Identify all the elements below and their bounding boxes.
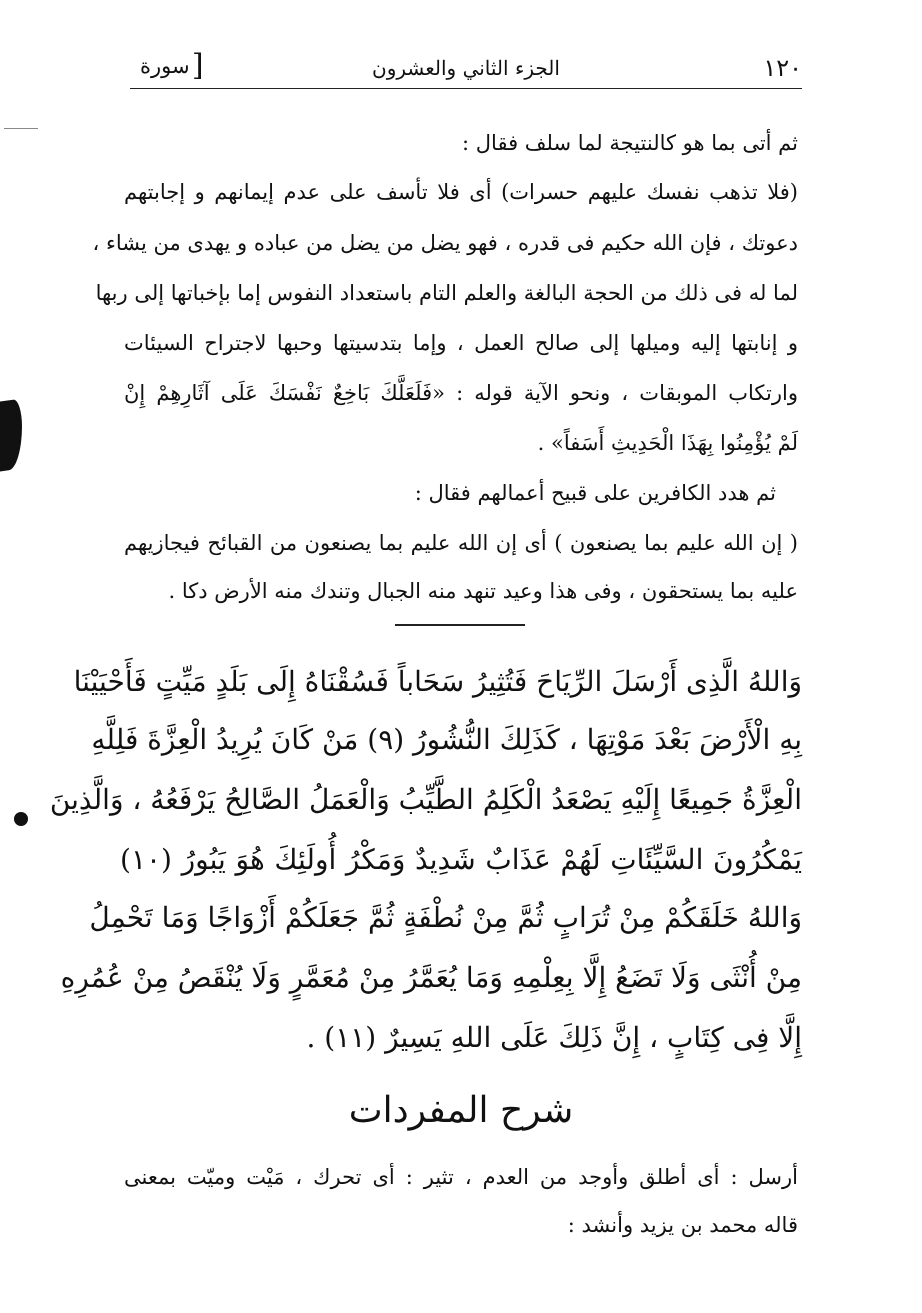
verse-line: يَمْكُرُونَ السَّيِّئَاتِ لَهُمْ عَذَابٌ شَدِيدٌ وَمَكْرُ أُولَئِكَ هُوَ يَبُورُ (١٠) <box>120 843 802 876</box>
verse-line: بِهِ الْأَرْضَ بَعْدَ مَوْتِهَا ، كَذَلِكَ النُّشُورُ (٩) مَنْ كَانَ يُرِيدُ الْعِزَّةَ فَلِلَّهِ <box>91 723 802 756</box>
commentary-line: لما له فى ذلك من الحجة البالغة والعلم التام باستعداد النفوس إما بإخباتها إلى ربها <box>95 281 798 305</box>
commentary-line: لَمْ يُؤْمِنُوا بِهَذَا الْحَدِيثِ أَسَفاً» . <box>537 431 798 455</box>
part-title: الجزء الثاني والعشرون <box>372 56 560 80</box>
commentary-line: دعوتك ، فإن الله حكيم فى قدره ، فهو يضل من يضل من عباده و يهدى من يشاء ، <box>92 231 798 255</box>
verse-line: وَاللهُ الَّذِى أَرْسَلَ الرِّيَاحَ فَتُثِيرُ سَحَاباً فَسُقْنَاهُ إِلَى بَلَدٍ مَيِّتٍ فَأَحْيَيْنَا <box>73 665 802 698</box>
commentary-line: و إنابتها إليه وميلها إلى صالح العمل ، وإما بتدسيتها وحبها لاجتراح السيئات <box>124 331 798 355</box>
scan-artifact <box>14 812 28 826</box>
surah-label <box>140 48 204 83</box>
section-divider <box>395 624 525 626</box>
bracket-mark: [ <box>191 48 204 83</box>
vocab-line: قاله محمد بن يزيد وأنشد : <box>567 1213 798 1237</box>
vocab-line: أرسل : أى أطلق وأوجد من العدم ، تثير : أى تحرك ، مَيْت وميّت بمعنى <box>124 1165 798 1189</box>
verse-line: إِلَّا فِى كِتَابٍ ، إِنَّ ذَلِكَ عَلَى اللهِ يَسِيرٌ (١١) . <box>306 1021 802 1054</box>
verse-line: مِنْ أُنْثَى وَلَا تَضَعُ إِلَّا بِعِلْمِهِ وَمَا يُعَمَّرُ مِنْ مُعَمَّرٍ وَلَا يُنْقَصُ مِنْ عُمُرِهِ <box>60 961 802 994</box>
commentary-line: ثم هدد الكافرين على قبيح أعمالهم فقال : <box>414 481 776 505</box>
section-title: شرح المفردات <box>348 1090 574 1131</box>
scan-artifact <box>4 128 38 129</box>
page-header <box>130 48 802 89</box>
verse-line: الْعِزَّةُ جَمِيعًا إِلَيْهِ يَصْعَدُ الْكَلِمُ الطَّيِّبُ وَالْعَمَلُ الصَّالِحُ يَرْفَعُهُ ، وَالَّذِينَ <box>49 783 802 816</box>
commentary-line: (فلا تذهب نفسك عليهم حسرات) أى فلا تأسف على عدم إيمانهم و إجابتهم <box>124 180 798 204</box>
commentary-line: ( إن الله عليم بما يصنعون ) أى إن الله عليم بما يصنعون من القبائح فيجازيهم <box>124 531 798 555</box>
verse-line: وَاللهُ خَلَقَكُمْ مِنْ تُرَابٍ ثُمَّ مِنْ نُطْفَةٍ ثُمَّ جَعَلَكُمْ أَزْوَاجًا وَمَا تَحْمِلُ <box>89 901 802 934</box>
commentary-line: عليه بما يستحقون ، وفى هذا وعيد تنهد منه الجبال وتندك منه الأرض دكا . <box>168 579 798 603</box>
page-number: ١٢٠ <box>763 54 802 82</box>
scan-artifact <box>0 398 22 471</box>
commentary-line: وارتكاب الموبقات ، ونحو الآية قوله : «فَلَعَلَّكَ بَاخِعٌ نَفْسَكَ عَلَى آثَارِهِمْ إِنْ <box>124 381 798 405</box>
surah-name: سورة <box>140 54 190 78</box>
commentary-line: ثم أتى بما هو كالنتيجة لما سلف فقال : <box>462 131 798 155</box>
